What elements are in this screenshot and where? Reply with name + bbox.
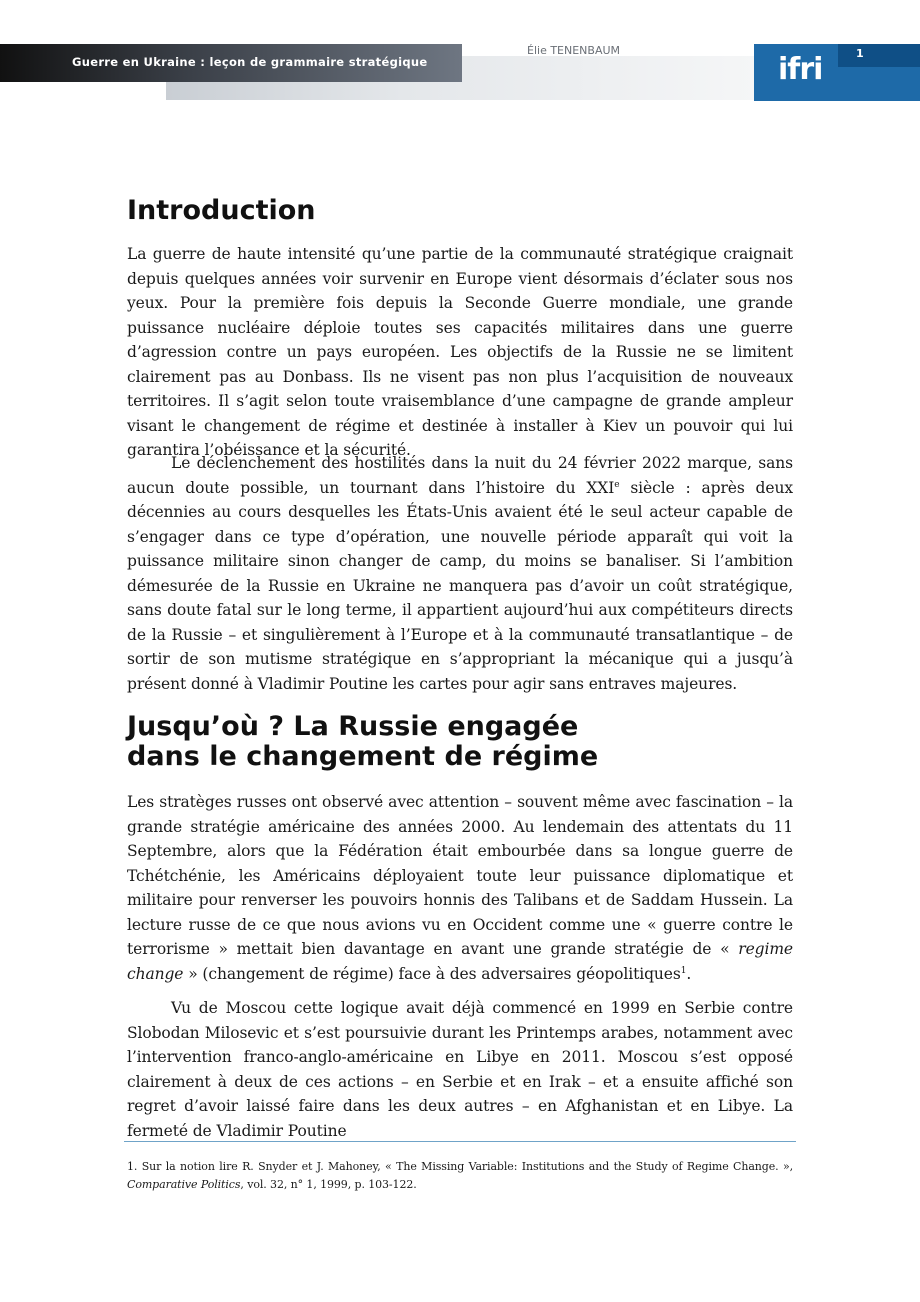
footnote-text: 1. Sur la notion lire R. Snyder et J. Mahoney, « The Missing Variable: Institutions and the Study of Regime Change. »,	[127, 1160, 793, 1173]
paragraph-text: » (changement de régime) face à des adversaires géopolitiques	[183, 964, 681, 983]
paragraph-section-2: Vu de Moscou cette logique avait déjà commencé en 1999 en Serbie contre Slobodan Milosevic et s’est poursuivie durant les Printemps arabes, notamment avec l’intervention franco-anglo-américaine en Libye en 2011. Moscou s’est opposé clairement à deux de ces actions – en Serbie et en Irak – et a ensuite affiché son regret d’avoir laissé faire dans les deux autres – en Afghanistan et en Libye. La fermeté de Vladimir Poutine	[127, 999, 793, 1140]
paragraph-text: Le déclenchement des hostilités dans la nuit du 24 février 2022 marque, sans aucun doute possible, un tournant dans l’histoire du XXI	[127, 454, 793, 497]
heading-line: Jusqu’où ? La Russie engagée	[127, 711, 579, 742]
footnote-1	[127, 1158, 793, 1194]
paragraph-text: siècle : après deux décennies au cours desquelles les États-Unis avaient été le seul acteur capable de s’engager dans ce type d’opération, une nouvelle période apparaît qui voit la puissance militaire sinon changer de camp, du moins se banaliser. Si l’ambition démesurée de la Russie en Ukraine ne manquera pas d’avoir un coût stratégique, sans doute fatal sur le long terme, il appartient aujourd’hui aux compétiteurs directs de la Russie – et singulièrement à l’Europe et à la communauté transatlantique – de sortir de son mutisme stratégique en s’appropriant la mécanique qui a jusqu’à présent donné à Vladimir Poutine les cartes pour agir sans entraves majeures.	[127, 478, 793, 693]
italic-term: regime change	[127, 940, 793, 983]
heading-line: dans le changement de régime	[127, 741, 599, 772]
heading-section-regime-change	[127, 712, 793, 772]
page-number: 1	[856, 47, 864, 60]
page-number-box	[838, 44, 920, 67]
footnote-reference[interactable]: 1	[680, 965, 687, 976]
paragraph-text: Les stratèges russes ont observé avec attention – souvent même avec fascination – la grande stratégie américaine des années 2000. Au lendemain des attentats du 11 Septembre, alors que la Fédération était embourbée dans sa longue guerre de Tchétchénie, les Américains déployaient toute leur puissance diplomatique et militaire pour renverser les pouvoirs honnis des Talibans et de Saddam Hussein. La lecture russe de ce que nous avions vu en Occident comme une « guerre contre le terrorisme » mettait bien davantage en avant une grande stratégie de «	[127, 793, 793, 958]
paragraph-text: .	[686, 964, 692, 983]
running-title: Guerre en Ukraine : leçon de grammaire stratégique	[72, 55, 428, 69]
superscript: e	[614, 479, 620, 490]
footnote-divider	[124, 1141, 796, 1142]
footnote-journal: Comparative Politics	[127, 1178, 241, 1191]
ifri-logo-icon: ifri	[778, 52, 823, 87]
footnote-text: , vol. 32, n° 1, 1999, p. 103-122.	[240, 1178, 417, 1191]
paragraph-intro-1: La guerre de haute intensité qu’une partie de la communauté stratégique craignait depuis quelques années voir survenir en Europe vient désormais d’éclater sous nos yeux. Pour la première fois depuis la Seconde Guerre mondiale, une grande puissance nucléaire déploie toutes ses capacités militaires dans une guerre d’agression contre un pays européen. Les objectifs de la Russie ne se limitent clairement pas au Donbass. Ils ne visent pas non plus l’acquisition de nouveaux territoires. Il s’agit selon toute vraisemblance d’une campagne de grande ampleur visant le changement de régime et destinée à installer à Kiev un pouvoir qui lui garantira l’obéissance et la sécurité.	[127, 245, 793, 459]
heading-introduction: Introduction	[127, 195, 316, 226]
paragraph-section-1	[127, 790, 793, 986]
running-author: Élie TENENBAUM	[527, 44, 621, 57]
paragraph-intro-2	[127, 451, 793, 696]
